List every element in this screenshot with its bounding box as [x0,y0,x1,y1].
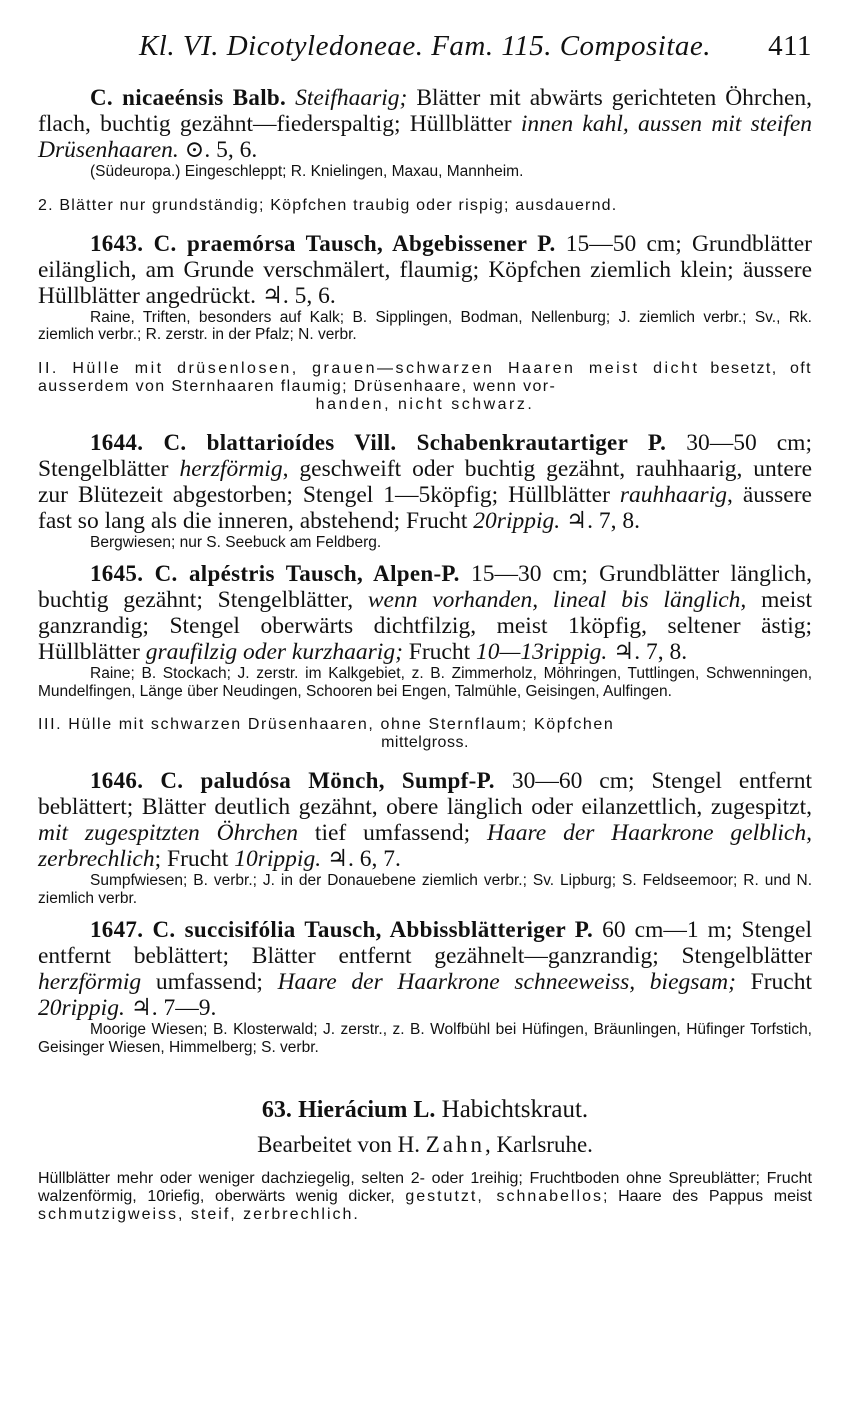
key-II [38,360,812,414]
desc-italic: Haare der Haarkrone schneeweiss, biegsam; [277,969,736,995]
desc-text: ♃. 7—9. [124,995,217,1021]
desc-italic: mit zugespitzten Öhrchen [38,820,299,846]
desc-text: ⊙. 5, 6. [178,137,258,163]
entry-paludosa [38,768,812,872]
desc-text: ♃. 7, 8. [560,507,640,534]
running-header [38,30,812,63]
desc-italic: herzförmig [38,969,142,995]
desc-text: , geschweift oder buchtig gezähnt, rauhhaarig, untere zur Blütezeit abgestorben; Stengel 1—5köpfig; Hüllblätter [38,455,813,508]
species-name: 1643. C. praemórsa Tausch, Abgebissener P. [90,230,556,256]
desc-italic: herzförmig [179,455,283,482]
locality-nicaeensis: (Südeuropa.) Eingeschleppt; R. Knielingen, Maxau, Mannheim. [90,163,524,180]
desc-italic: 20rippig. [38,995,125,1021]
desc-spaced: schmutzigweiss, steif, zerbrechlich. [38,1206,360,1223]
desc-text: 60 cm—1 m; Stengel entfernt beblättert; Blätter entfernt gezähnelt—ganzrandig; Stengelblätter [38,917,812,969]
author-name: Zahn [425,1132,485,1157]
desc-spaced: gestutzt, schnabellos [405,1188,603,1205]
page [38,30,812,1224]
species-name: 1645. C. alpéstris Tausch, Alpen-P. [90,561,460,586]
entry-nicaeensis [38,85,812,163]
entry-blattarioides [38,430,812,534]
desc-italic: rauhhaarig [619,481,727,508]
desc-text: 15—30 cm; Grundblätter länglich, buchtig gezähnt; Stengelblätter, [38,561,812,613]
desc-text: umfassend; [141,969,278,995]
desc-text: tief umfassend; [298,820,488,846]
desc-text: 30—60 cm; Stengel entfernt beblättert; Blätter deutlich gezähnt, obere länglich oder eilanzettlich, zugespitzt, [38,768,812,820]
desc-italic: 20rippig. [473,507,561,534]
desc-italic: Steifhaarig; [295,85,408,111]
key-III [38,716,812,752]
page-number: 411 [768,30,812,62]
desc-text: ♃. 6, 7. [321,846,401,872]
desc-text: ; Haare des Pappus meist [602,1188,812,1205]
desc-text: meist ganzrandig; Stengel oberwärts dichtfilzig, meist 1köpfig, seltener ästig; Hüllblätter [38,587,812,665]
species-name: 1644. C. blattarioídes Vill. Schabenkrautartiger P. [90,429,667,455]
key-line: II. Hülle mit drüsenlosen, grauen—schwarzen Haaren meist dicht [38,359,700,377]
byline-text: Bearbeitet von H. [257,1132,426,1157]
desc-italic: wenn vorhanden, lineal bis länglich, [367,587,747,613]
locality-succisifolia: Moorige Wiesen; B. Klosterwald; J. zerstr., z. B. Wolfbühl bei Hüfingen, Bräunlingen, Hüfinger Torfstich, Geisinger Wiesen, Himmelberg; S. verbr. [38,1021,812,1056]
genus-number: 63. [261,1097,292,1123]
locality-blattarioides: Bergwiesen; nur S. Seebuck am Feldberg. [90,533,382,551]
entry-succisifolia [38,917,812,1021]
byline [38,1132,812,1158]
species-name: 1647. C. succisifólia Tausch, Abbissblätteriger P. [90,917,594,942]
species-name: C. nicaeénsis Balb. [90,85,287,110]
entry-alpestris [38,561,812,665]
desc-text: ♃. 7, 8. [607,639,688,665]
genus-common-name: Habichtskraut. [441,1096,589,1123]
key-line: III. Hülle mit schwarzen Drüsenhaaren, ohne Sternflaum; Köpfchen [38,716,615,733]
genus-description [38,1170,812,1224]
locality-alpestris: Raine; B. Stockach; J. zerstr. im Kalkgebiet, z. B. Zimmerholz, Möhringen, Tuttlingen, Schwenningen, Mundelfingen, Länge über Neudingen, Schooren bei Engen, Talmühle, Geisingen, Aulfingen. [38,665,812,700]
desc-text: 15—50 cm; Grundblätter eilänglich, am Grunde verschmälert, flaumig; Köpfchen ziemlich klein; äussere Hüllblätter angedrückt. ♃. 5, 6. [38,230,813,309]
desc-italic: graufilzig oder kurzhaarig; [145,639,403,665]
header-title: Kl. VI. Dicotyledoneae. Fam. 115. Compositae. [138,30,712,62]
desc-text: ; Frucht [154,846,235,872]
desc-italic: Haare der Haarkrone gelblich, zerbrechlich [38,820,812,872]
desc-text: Frucht [402,639,477,665]
desc-text: Frucht [735,969,812,995]
locality-praemorsa: Raine, Triften, besonders auf Kalk; B. Sipplingen, Bodman, Nellenburg; J. ziemlich verbr.; Sv., Rk. ziemlich verbr.; R. zerstr. in der Pfalz; N. verbr. [38,308,812,343]
desc-text: , äussere fast so lang als die inneren, abstehend; Frucht [38,481,812,534]
desc-italic: 10—13rippig. [476,639,608,665]
key-2: 2. Blätter nur grundständig; Köpfchen traubig oder rispig; ausdauernd. [38,196,618,214]
key-line: besetzt, oft ausserdem von Sternhaaren flaumig; Drüsenhaare, wenn vor- [38,359,812,395]
key-line: mittelgross. [381,734,469,751]
desc-text: 30—50 cm; Stengelblätter [38,429,812,482]
species-name: 1646. C. paludósa Mönch, Sumpf-P. [90,768,495,793]
desc-italic: innen kahl, aussen mit steifen Drüsenhaaren. [38,111,813,163]
genus-name: Hierácium L. [298,1097,436,1123]
byline-text: , Karlsruhe. [484,1132,593,1157]
entry-praemorsa [38,231,812,309]
genus-heading [38,1096,812,1124]
desc-italic: 10rippig. [234,846,322,872]
key-line: handen, nicht schwarz. [315,395,535,413]
desc-text: Blätter mit abwärts gerichteten Öhrchen, flach, buchtig gezähnt—fiederspaltig; Hüllblätter [38,85,812,137]
locality-paludosa: Sumpfwiesen; B. verbr.; J. in der Donauebene ziemlich verbr.; Sv. Lipburg; S. Feldseemoor; R. und N. ziemlich verbr. [38,872,812,907]
desc-text: Hüllblätter mehr oder weniger dachziegelig, selten 2- oder 1reihig; Fruchtboden ohne Spreublätter; Frucht walzenförmig, 10riefig, oberwärts wenig dicker, [38,1170,812,1205]
